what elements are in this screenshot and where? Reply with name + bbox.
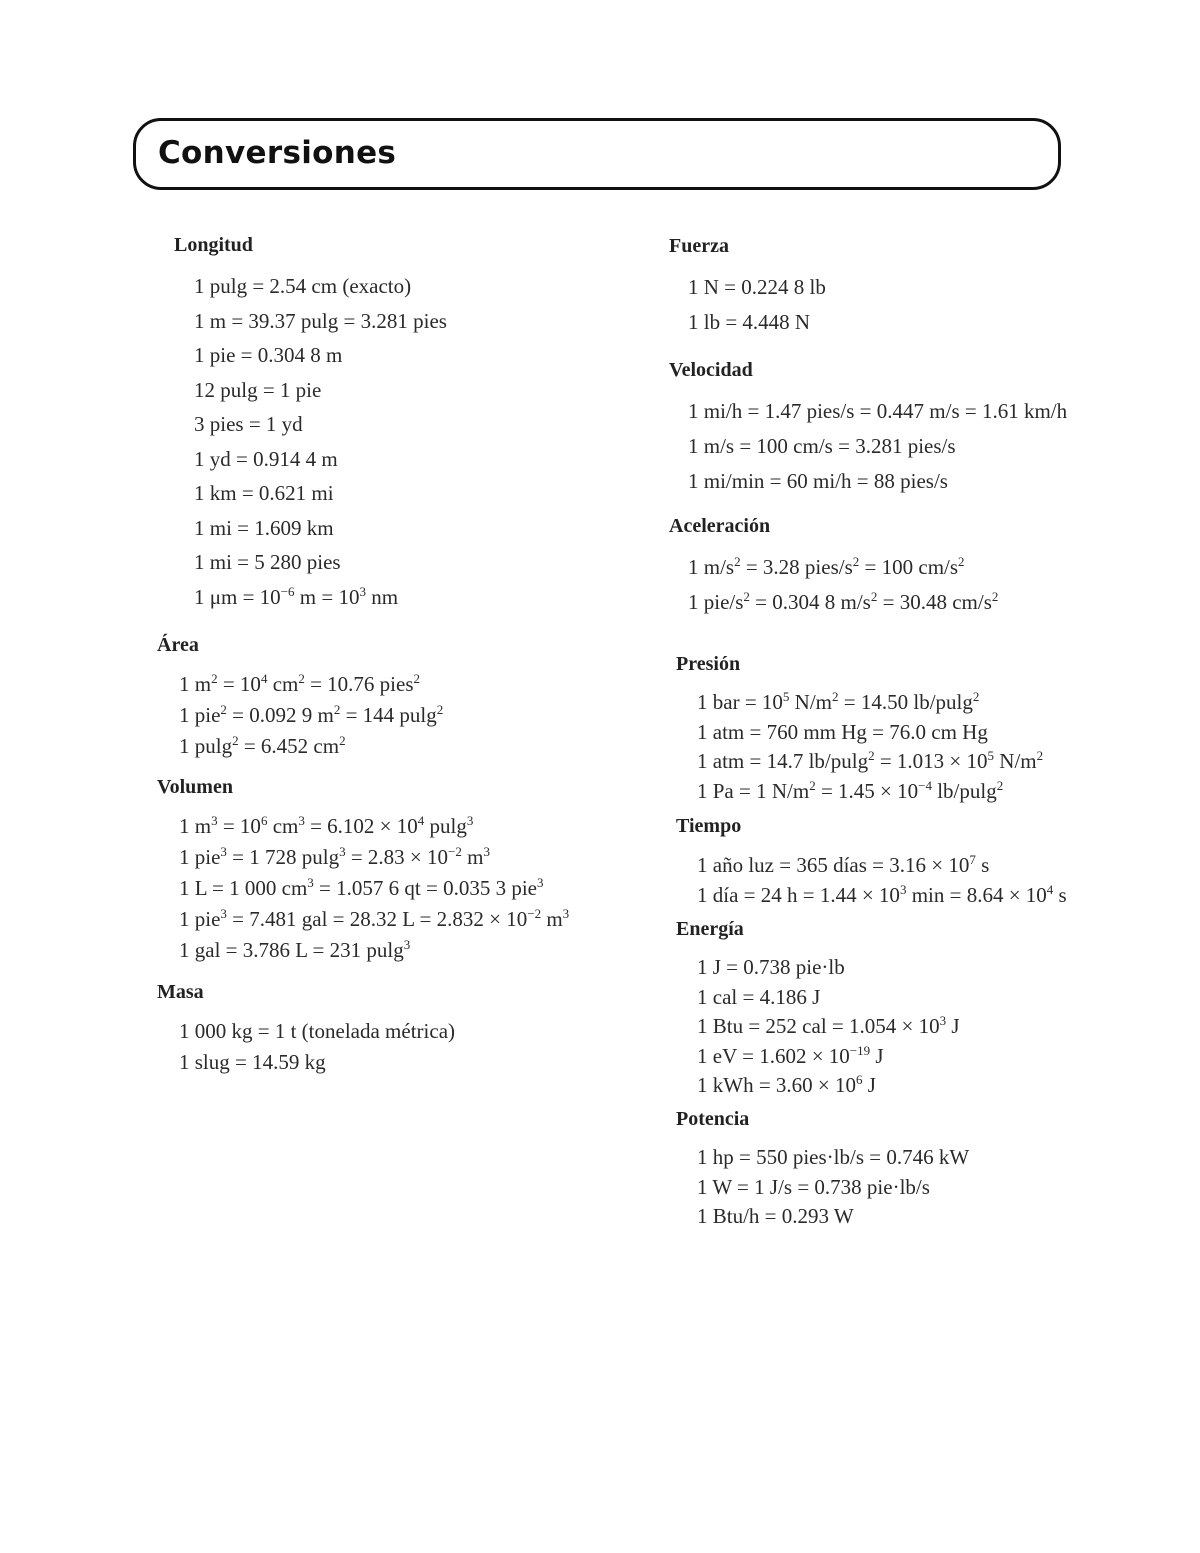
conversion-line: 1 000 kg = 1 t (tonelada métrica) [179,1019,456,1043]
conversion-line: 1 kWh = $3.60 \times 10^6$ J [697,1072,876,1097]
section-heading-energia: Energía [676,918,744,940]
section-longitud [174,234,447,614]
conversion-line: 1 pie$^2$ = 0.092 9 $m^2 = 144$ pulg$^2$ [179,702,444,727]
conversion-list [676,953,960,1101]
conversion-line: 1 eV = $1.602 \times 10^{-19}$ J [697,1042,884,1068]
conversion-list [676,688,1043,806]
conversion-line: 12 pulg = 1 pie [194,377,322,402]
section-heading-potencia: Potencia [676,1108,750,1130]
conversion-line: 1 pie$^3$ = 7.481 gal = 28.32 $L = 2.832 \times 10^{-2}$ $m^3$ [179,906,570,931]
conversion-line: 1 $m/s^2 = 3.28$ pies/$s^2 = 100$ $cm/s^2$ [688,554,965,579]
section-volumen [157,776,569,966]
conversion-line: 1 $m^3 = 10^6$ $cm^3 = 6.102 \times 10^4$ pulg$^3$ [179,813,474,838]
conversion-line: 1 bar = $10^5$ $N/m^2 = 14.50$ lb/pulg$^2$ [697,689,980,714]
conversion-list [157,811,569,966]
section-heading-volumen: Volumen [157,776,233,798]
section-heading-aceleracion: Aceleración [669,515,771,537]
conversion-list [669,550,998,620]
conversion-line: 1 gal = 3.786 L = 231 pulg$^3$ [179,937,411,962]
conversion-line: 1 hp = 550 pies·lb/s = 0.746 kW [697,1145,970,1169]
section-heading-fuerza: Fuerza [669,235,729,257]
conversion-list [157,669,443,762]
conversion-list [669,394,1067,499]
conversion-line: 1 atm = 760 mm Hg = 76.0 cm Hg [697,719,988,744]
conversion-line: 1 pie = 0.304 8 m [194,343,343,367]
conversion-list [669,270,826,340]
conversion-line: 1 pulg = 2.54 cm (exacto) [194,274,412,298]
conversion-line: 1 cal = 4.186 J [697,984,821,1009]
section-fuerza [669,235,826,340]
conversion-line: 1 mi/min = 60 mi/h = 88 pies/s [688,469,948,493]
conversion-list [676,1143,969,1232]
conversion-line: 1 día = 24 $h = 1.44 \times 10^3$ $\min = 8.64 \times 10^4$ s [697,882,1067,907]
conversion-line: 1 m/s = 100 cm/s = 3.281 pies/s [688,434,956,458]
conversion-line: 1 mi/h = 1.47 pies/s = 0.447 m/s = 1.61 km/h [688,399,1068,423]
section-aceleracion [669,515,998,620]
section-heading-longitud: Longitud [174,234,253,256]
conversion-line: 1 pie$^3$ = 1 728 $pulg^3 = 2.83 \times 10^{-2}$ $m^3$ [179,844,490,869]
section-area [157,634,443,762]
conversion-line: 1 Btu = 252 cal = $1.054 \times 10^3$ J [697,1013,960,1038]
conversion-line: 3 pies = 1 yd [194,412,303,436]
conversion-line: 1 pulg$^2$ = 6.452 $cm^2$ [179,733,346,758]
conversion-line: 1 W = 1 J/s = 0.738 pie·lb/s [697,1174,930,1199]
conversion-line: 1 $\mu m = 10^{-6}$ $m = 10^3$ nm [194,583,399,609]
section-heading-tiempo: Tiempo [676,815,742,837]
conversion-line: 1 atm = 14.7 $lb/pulg^2 = 1.013 \times 10^5$ $N/m^2$ [697,748,1044,773]
section-heading-presion: Presión [676,653,741,675]
conversion-line: 1 Btu/h = 0.293 W [697,1204,854,1228]
conversion-line: 1 N = 0.224 8 lb [688,275,826,299]
section-presion [676,653,1043,806]
conversion-line: 1 año luz = 365 días = $3.16 \times 10^7$ s [697,852,990,877]
page-title: Conversiones [158,135,397,171]
section-heading-masa: Masa [157,981,204,1003]
conversion-line: 1 J = 0.738 pie·lb [697,955,845,979]
section-velocidad [669,359,1067,499]
section-heading-area: Área [157,634,199,656]
conversion-line: 1 pie/$s^2 = 0.304$ 8 $m/s^2 = 30.48$ $cm/s^2$ [688,589,999,614]
conversion-list [676,850,1067,910]
conversion-line: 1 mi = 1.609 km [194,515,334,540]
conversion-line: 1 m = 39.37 pulg = 3.281 pies [194,308,447,333]
conversion-line: 1 L = 1 000 $cm^3 = 1.057$ 6 qt = 0.035 3 pie$^3$ [179,875,544,900]
conversion-line: 1 $m^2 = 10^4$ $cm^2 = 10.76$ pies$^2$ [179,671,421,696]
section-heading-velocidad: Velocidad [669,359,753,381]
conversion-line: 1 slug = 14.59 kg [179,1050,326,1074]
section-energia [676,918,960,1101]
conversion-list [174,269,447,614]
title-box [133,118,1061,190]
section-tiempo [676,815,1067,910]
conversion-line: 1 lb = 4.448 N [688,310,811,334]
section-potencia [676,1108,969,1232]
conversion-line: 1 mi = 5 280 pies [194,550,341,574]
conversion-line: 1 km = 0.621 mi [194,481,334,505]
conversion-list [157,1016,455,1078]
conversion-line: 1 Pa = 1 $N/m^2 = 1.45 \times 10^{-4}$ lb/pulg$^2$ [697,777,1004,803]
conversion-line: 1 yd = 0.914 4 m [194,446,338,471]
section-masa [157,981,455,1078]
